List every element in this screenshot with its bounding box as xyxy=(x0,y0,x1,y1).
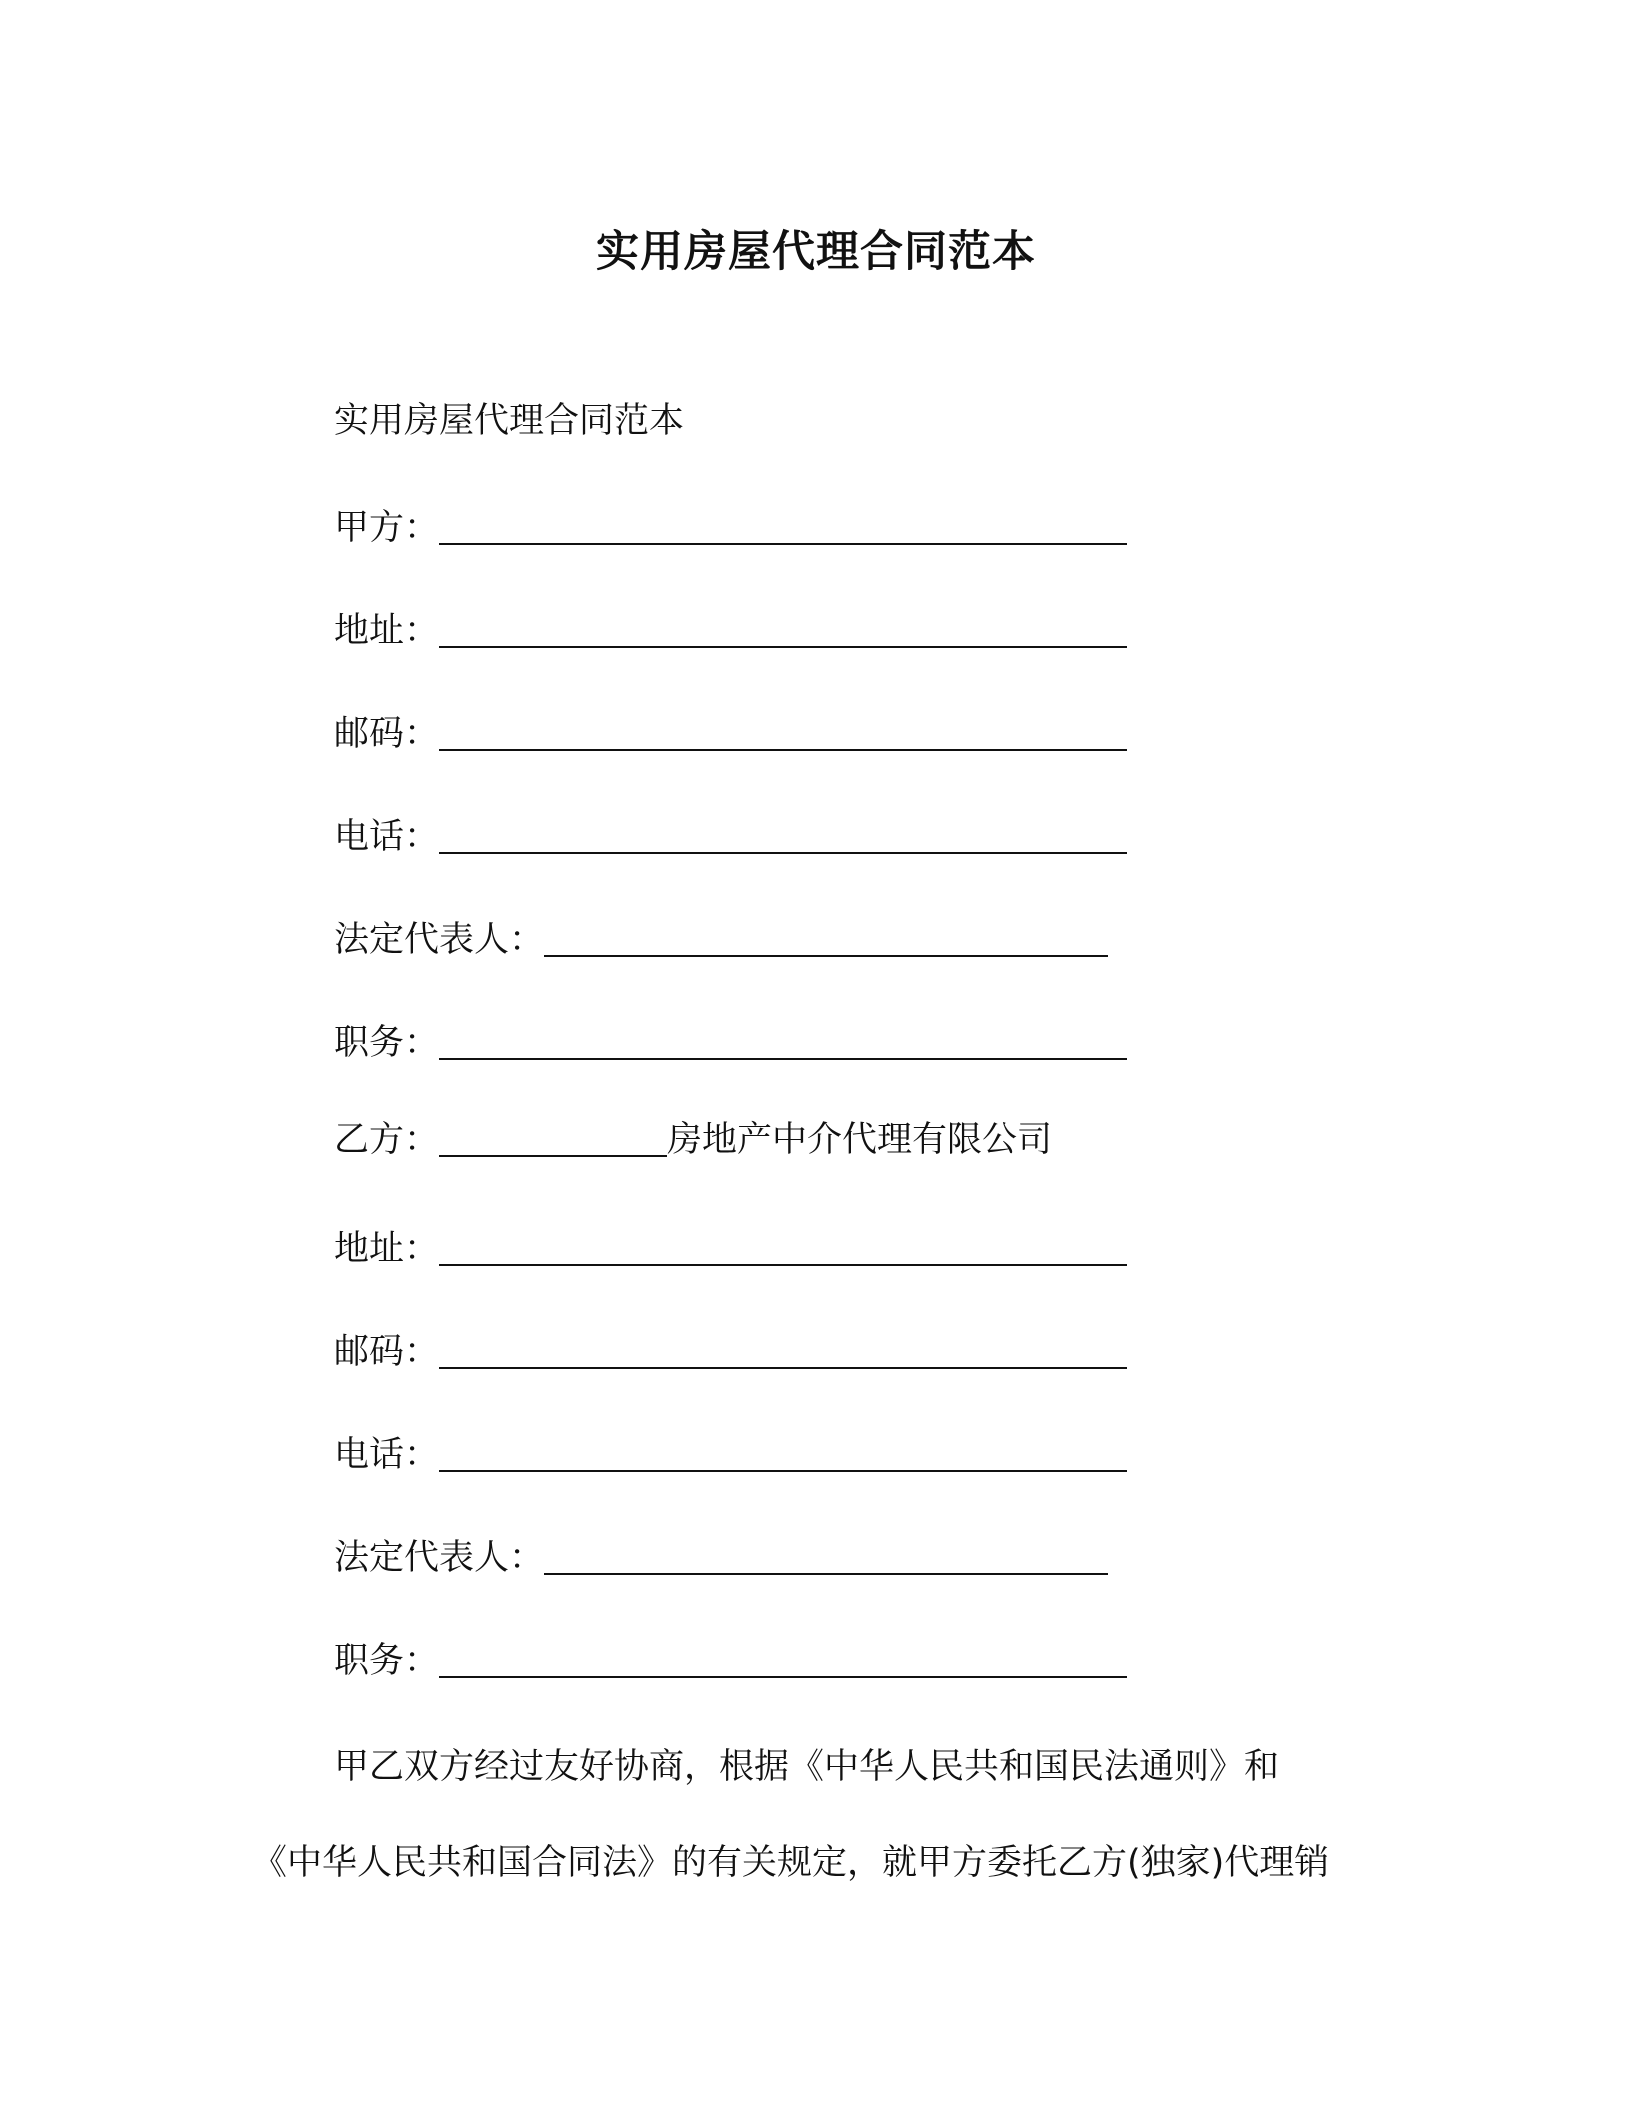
party-a-legal-rep-field xyxy=(334,915,1108,965)
party-a-phone-blank xyxy=(439,852,1127,854)
party-a-address-label: 地址： xyxy=(334,611,440,651)
party-b-position-label: 职务： xyxy=(334,1641,440,1681)
party-b-legal-rep-blank xyxy=(544,1573,1108,1575)
party-b-address-blank xyxy=(439,1264,1127,1266)
party-a-postcode-label: 邮码： xyxy=(334,714,440,754)
party-a-phone-field xyxy=(334,812,1127,862)
document-title: 实用房屋代理合同范本 xyxy=(596,227,1036,277)
party-a-label: 甲方： xyxy=(334,508,440,548)
party-a-address-field xyxy=(334,606,1127,656)
party-a-position-field xyxy=(334,1018,1127,1068)
party-b-field xyxy=(334,1115,1052,1165)
party-b-postcode-blank xyxy=(439,1367,1127,1369)
party-a-field xyxy=(334,503,1127,553)
party-a-postcode-blank xyxy=(439,749,1127,751)
party-b-position-field xyxy=(334,1636,1127,1686)
party-b-address-field xyxy=(334,1224,1127,1274)
party-b-blank xyxy=(439,1155,667,1157)
party-b-legal-rep-label: 法定代表人： xyxy=(334,1538,545,1578)
subtitle-text: 实用房屋代理合同范本 xyxy=(334,401,685,441)
party-b-address-label: 地址： xyxy=(334,1229,440,1269)
party-a-position-blank xyxy=(439,1058,1127,1060)
party-a-legal-rep-blank xyxy=(544,955,1108,957)
party-a-blank xyxy=(439,543,1127,545)
party-a-postcode-field xyxy=(334,709,1127,759)
body-paragraph-line-2: 《中华人民共和国合同法》的有关规定，就甲方委托乙方(独家)代理销 xyxy=(252,1843,1330,1883)
party-b-company-suffix: 房地产中介代理有限公司 xyxy=(667,1120,1053,1160)
party-a-legal-rep-label: 法定代表人： xyxy=(334,920,545,960)
document-subtitle xyxy=(334,396,684,446)
party-b-phone-field xyxy=(334,1430,1127,1480)
party-b-phone-blank xyxy=(439,1470,1127,1472)
party-a-phone-label: 电话： xyxy=(334,817,440,857)
party-b-phone-label: 电话： xyxy=(334,1435,440,1475)
party-b-postcode-field xyxy=(334,1327,1127,1377)
party-b-label: 乙方： xyxy=(334,1120,440,1160)
party-b-position-blank xyxy=(439,1676,1127,1678)
body-paragraph-line-1: 甲乙双方经过友好协商，根据《中华人民共和国民法通则》和 xyxy=(334,1747,1280,1787)
party-b-legal-rep-field xyxy=(334,1533,1108,1583)
party-a-position-label: 职务： xyxy=(334,1023,440,1063)
party-b-postcode-label: 邮码： xyxy=(334,1332,440,1372)
party-a-address-blank xyxy=(439,646,1127,648)
